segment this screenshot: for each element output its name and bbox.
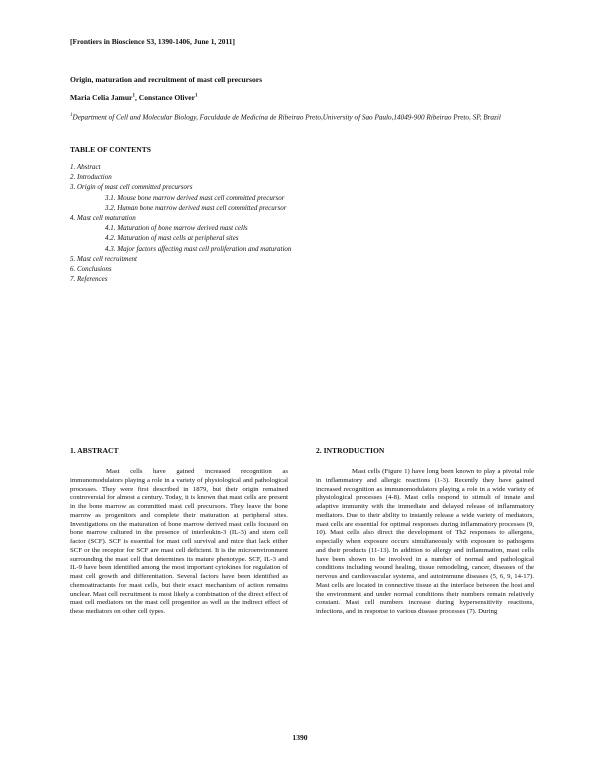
table-of-contents xyxy=(70,162,540,284)
toc-item: 7. References xyxy=(70,275,108,284)
affiliation xyxy=(70,111,532,122)
affiliation-marker: 1 xyxy=(195,93,198,99)
toc-subitem: 4.1. Maturation of bone marrow derived mast cells xyxy=(105,224,248,233)
toc-subitem: 4.3. Major factors affecting mast cell proliferation and maturation xyxy=(105,244,292,253)
toc-subitem: 3.2. Human bone marrow derived mast cell committed precursor xyxy=(105,203,287,212)
abstract-text: Mast cells have gained increased recognition as immunomodulators playing a role in a variety of physiological and pathological processes. They were first described in 1879, but their origin remained controversial for almost a century. Today, it is known that mast cells are present in the bone marrow as committed mast cell precursors. They leave the bone marrow as progenitors and complete their maturation at peripheral sites. Investigations on the maturation of bone marrow derived mast cells focused on bone marrow cultured in the presence of interleukin-3 (IL-3) and stem cell factor (SCF). SCF is essential for mast cell survival and mice that lack either SCF or the receptor for SCF are mast cell deficient. It is the microenvironment surrounding the mast cell that determines its mature phenotype. SCF, IL-3 and IL-9 have been identified among the most important cytokines for regulation of mast cell growth and differentiation. Several factors have been identified as chemoattractants for mast cells, but their exact mechanism of action remains unclear. Mast cell recruitment is most likely a combination of the direct effect of mast cell mediators on the mast cell progenitor as well as the indirect effect of these mediators on other cell types. xyxy=(70,468,288,615)
introduction-text: Mast cells (Figure 1) have long been known to play a pivotal role in inflammatory and allergic reactions (1-3). Recently they have gained increased recognition as immunomodulators playing a role in a wide variety of physiological processes (4-8). Mast cells respond to stimuli of innate and adaptive immunity with the immediate and delayed release of inflammatory mediators. Due to their ability to instantly release a wide variety of mediators, mast cells are essential for optimal responses during inflammatory processes (9, 10). Mast cells also direct the development of Th2 responses to allergens, especially when exposure occurs simultaneously with exposure to pathogens and their products (11-13). In addition to allergy and inflammation, mast cells have been shown to be involved in a number of normal and pathological conditions including wound healing, tissue remodeling, cancer, diseases of the nervous and cardiovascular systems, and autoimmune diseases (5, 6, 9, 14-17). Mast cells are located in connective tissue at the interface between the host and the environment and under normal conditions their numbers remain relatively constant. Mast cell numbers increase during hypersensitivity reactions, infections, and in response to various disease processes (7). During xyxy=(316,468,534,615)
toc-subitem: 3.1. Mouse bone marrow derived mast cell committed precursor xyxy=(105,193,285,202)
section-heading: 2. INTRODUCTION xyxy=(316,446,385,455)
toc-item: 1. Abstract xyxy=(70,163,101,171)
running-header: [Frontiers in Bioscience S3, 1390-1406, June 1, 2011] xyxy=(70,37,235,46)
author-line xyxy=(70,93,198,102)
affiliation-marker: 1 xyxy=(132,93,135,99)
toc-subitem: 4.2. Maturation of mast cells at peripheral sites xyxy=(105,234,239,243)
abstract-column xyxy=(70,446,288,617)
section-heading: 1. ABSTRACT xyxy=(70,446,119,455)
introduction-column xyxy=(316,446,534,617)
author-name: Maria Celia Jamur xyxy=(70,93,133,102)
toc-item: 4. Mast cell maturation xyxy=(70,214,136,223)
article-title: Origin, maturation and recruitment of mast cell precursors xyxy=(70,75,263,84)
toc-item: 6. Conclusions xyxy=(70,265,112,274)
affiliation-marker: 1 xyxy=(70,113,73,118)
toc-item: 3. Origin of mast cell committed precursors xyxy=(70,183,193,192)
author-name: Constance Oliver xyxy=(138,93,196,102)
toc-item: 2. Introduction xyxy=(70,173,112,182)
author-separator: , xyxy=(134,93,139,102)
affiliation-text: Department of Cell and Molecular Biology, Faculdade de Medicina de Ribeirao Preto,University of Sao Paulo,14049-900 Ribeirao Preto, SP, Brazil xyxy=(72,113,501,122)
toc-item: 5. Mast cell recruitment xyxy=(70,254,138,263)
page-number: 1390 xyxy=(292,733,308,742)
toc-heading: TABLE OF CONTENTS xyxy=(70,145,152,154)
